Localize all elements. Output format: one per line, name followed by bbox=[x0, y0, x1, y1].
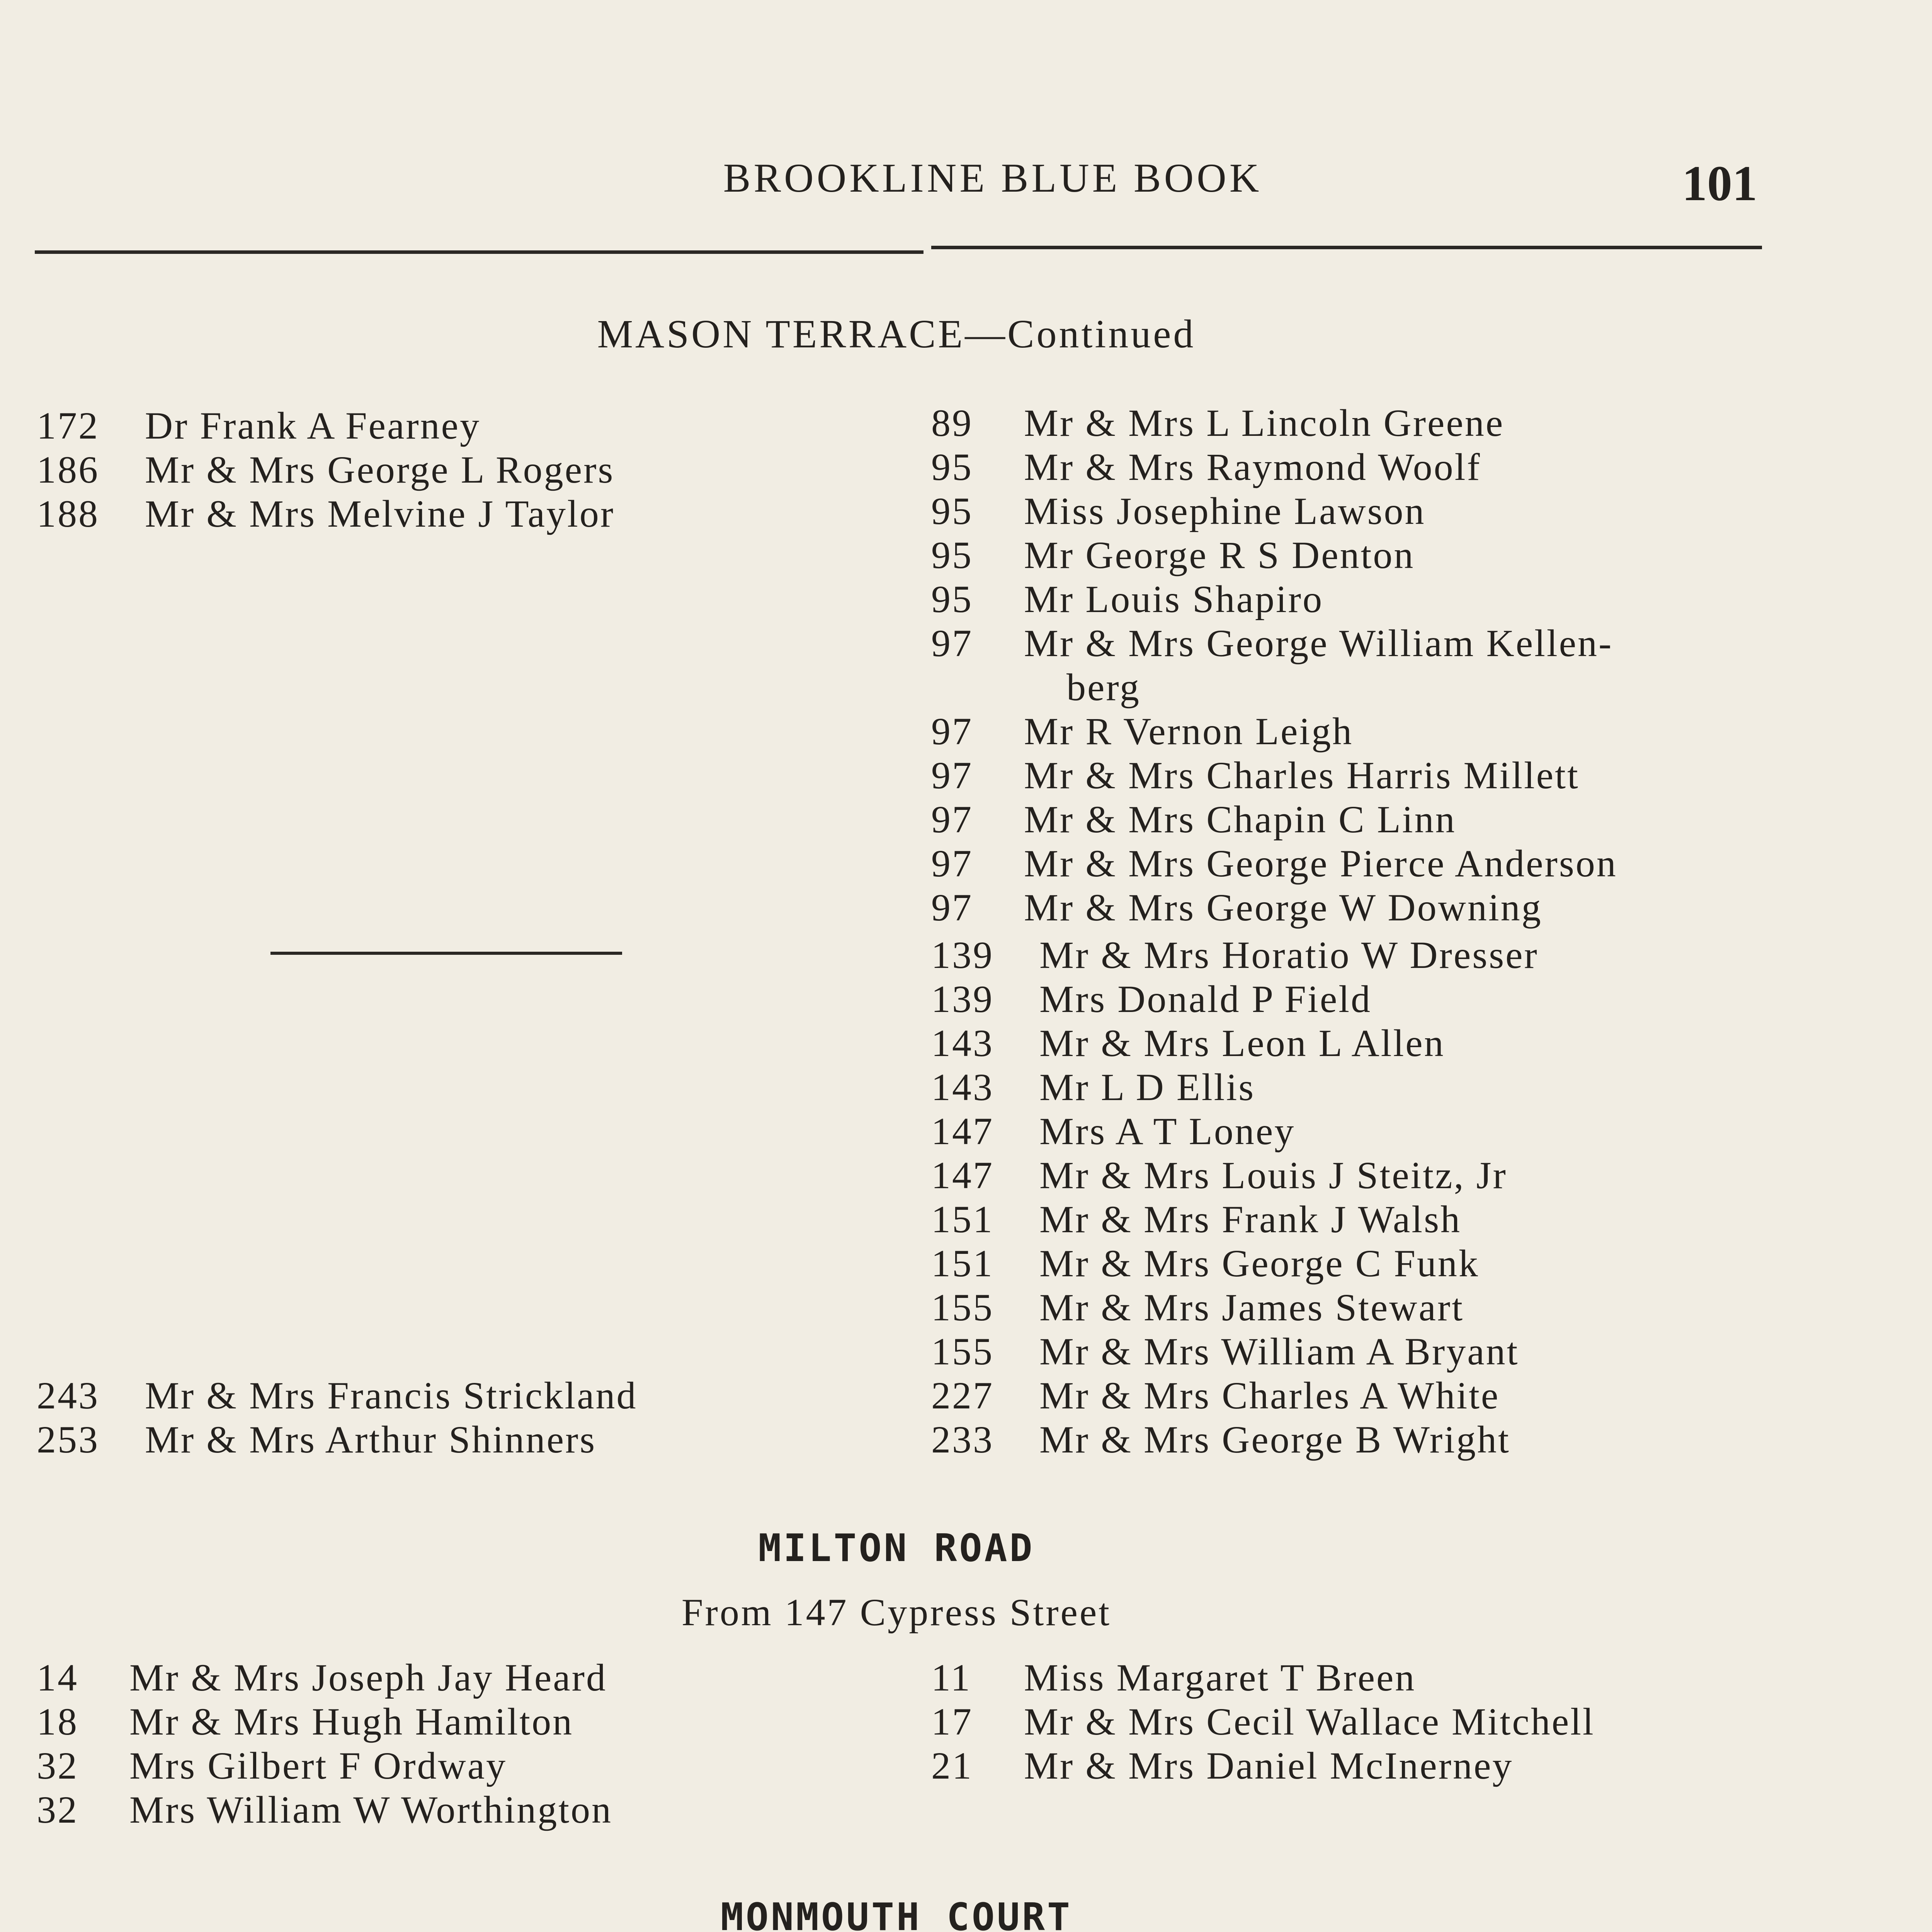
list-item bbox=[931, 842, 1781, 886]
list-item bbox=[931, 933, 1781, 977]
resident-name: Mr & Mrs Frank J Walsh bbox=[1039, 1198, 1462, 1241]
list-item bbox=[931, 753, 1781, 798]
house-number: 186 bbox=[37, 448, 99, 491]
list-item bbox=[37, 1418, 887, 1462]
resident-name: Mr & Mrs George W Downing bbox=[1024, 886, 1543, 929]
resident-name: Mr & Mrs George L Rogers bbox=[145, 448, 615, 491]
resident-name: Mr & Mrs L Lincoln Greene bbox=[1024, 401, 1505, 444]
list-item bbox=[931, 977, 1781, 1021]
section-title-monmouth-court: MONMOUTH COURT bbox=[720, 1895, 1072, 1932]
list-item bbox=[931, 886, 1781, 930]
section-subtitle: From 147 Cypress Street bbox=[681, 1591, 1112, 1634]
house-number: 95 bbox=[931, 490, 973, 532]
house-number: 95 bbox=[931, 578, 973, 621]
header-rule-right bbox=[931, 246, 1762, 249]
list-item bbox=[931, 1418, 1781, 1462]
list-item bbox=[931, 1330, 1781, 1374]
running-head: BROOKLINE BLUE BOOK bbox=[723, 155, 1262, 201]
list-item bbox=[37, 1744, 887, 1788]
resident-name: Mr & Mrs Daniel McInerney bbox=[1024, 1744, 1514, 1787]
resident-name: Mrs William W Worthington bbox=[129, 1788, 612, 1831]
resident-name: Mr L D Ellis bbox=[1039, 1066, 1255, 1109]
house-number: 14 bbox=[37, 1656, 78, 1699]
list-item bbox=[931, 577, 1781, 621]
list-item bbox=[931, 1286, 1781, 1330]
house-number: 155 bbox=[931, 1330, 994, 1373]
resident-name: Mrs Donald P Field bbox=[1039, 978, 1372, 1020]
column-divider-rule bbox=[270, 952, 622, 955]
section-title-milton-road: MILTON ROAD bbox=[758, 1526, 1035, 1570]
list-item bbox=[931, 1109, 1781, 1153]
house-number: 243 bbox=[37, 1374, 99, 1417]
continuation-text: berg bbox=[1066, 666, 1141, 709]
house-number: 151 bbox=[931, 1198, 994, 1241]
house-number: 11 bbox=[931, 1656, 972, 1699]
mason-left-bottom bbox=[37, 1374, 887, 1462]
house-number: 32 bbox=[37, 1788, 78, 1831]
resident-name: Miss Josephine Lawson bbox=[1024, 490, 1426, 532]
mason-right-c bbox=[931, 933, 1781, 1462]
house-number: 172 bbox=[37, 404, 99, 447]
resident-name: Mr & Mrs James Stewart bbox=[1039, 1286, 1464, 1329]
house-number: 155 bbox=[931, 1286, 994, 1329]
list-item bbox=[931, 1656, 1781, 1700]
mason-left-top bbox=[37, 404, 887, 536]
list-item bbox=[37, 1700, 887, 1744]
house-number: 97 bbox=[931, 842, 973, 885]
resident-name: Mr & Mrs Hugh Hamilton bbox=[129, 1700, 574, 1743]
list-item bbox=[37, 492, 887, 536]
house-number: 97 bbox=[931, 710, 973, 753]
list-item bbox=[931, 1065, 1781, 1109]
house-number: 97 bbox=[931, 798, 973, 841]
header-rule-left bbox=[35, 250, 923, 254]
house-number: 151 bbox=[931, 1242, 994, 1285]
section-title-mason-terrace: MASON TERRACE—Continued bbox=[597, 312, 1196, 356]
house-number: 147 bbox=[931, 1110, 994, 1153]
house-number: 89 bbox=[931, 401, 973, 444]
resident-name: Mr & Mrs Cecil Wallace Mitchell bbox=[1024, 1700, 1595, 1743]
resident-name: Mr & Mrs Charles Harris Millett bbox=[1024, 754, 1580, 797]
list-item bbox=[37, 1374, 887, 1418]
house-number: 143 bbox=[931, 1066, 994, 1109]
list-item bbox=[37, 1788, 887, 1832]
resident-name: Mr & Mrs Louis J Steitz, Jr bbox=[1039, 1154, 1507, 1197]
resident-name: Mr & Mrs Joseph Jay Heard bbox=[129, 1656, 607, 1699]
resident-name: Mr & Mrs George C Funk bbox=[1039, 1242, 1480, 1285]
resident-name: Miss Margaret T Breen bbox=[1024, 1656, 1416, 1699]
list-item bbox=[931, 798, 1781, 842]
resident-name: Dr Frank A Fearney bbox=[145, 404, 481, 447]
house-number: 233 bbox=[931, 1418, 994, 1461]
house-number: 143 bbox=[931, 1022, 994, 1065]
house-number: 227 bbox=[931, 1374, 994, 1417]
house-number: 18 bbox=[37, 1700, 78, 1743]
house-number: 95 bbox=[931, 534, 973, 577]
house-number: 17 bbox=[931, 1700, 973, 1743]
list-item bbox=[931, 1153, 1781, 1197]
continuation-line bbox=[931, 665, 1781, 709]
list-item bbox=[931, 445, 1781, 489]
resident-name: Mr & Mrs Melvine J Taylor bbox=[145, 492, 615, 535]
list-item bbox=[931, 1242, 1781, 1286]
house-number: 147 bbox=[931, 1154, 994, 1197]
resident-name: Mr & Mrs Horatio W Dresser bbox=[1039, 934, 1539, 976]
milton-right bbox=[931, 1656, 1781, 1788]
milton-left bbox=[37, 1656, 887, 1832]
list-item bbox=[37, 1656, 887, 1700]
resident-name: Mr & Mrs George William Kellen- bbox=[1024, 622, 1613, 665]
house-number: 97 bbox=[931, 622, 973, 665]
resident-name: Mrs A T Loney bbox=[1039, 1110, 1296, 1153]
house-number: 95 bbox=[931, 446, 973, 488]
resident-name: Mr & Mrs George Pierce Anderson bbox=[1024, 842, 1617, 885]
resident-name: Mr Louis Shapiro bbox=[1024, 578, 1324, 621]
house-number: 139 bbox=[931, 934, 994, 976]
list-item bbox=[931, 533, 1781, 577]
house-number: 21 bbox=[931, 1744, 973, 1787]
house-number: 139 bbox=[931, 978, 994, 1020]
resident-name: Mr & Mrs Charles A White bbox=[1039, 1374, 1500, 1417]
list-item bbox=[931, 401, 1781, 445]
list-item bbox=[37, 404, 887, 448]
list-item bbox=[931, 1374, 1781, 1418]
resident-name: Mr & Mrs Francis Strickland bbox=[145, 1374, 638, 1417]
resident-name: Mr & Mrs Arthur Shinners bbox=[145, 1418, 597, 1461]
list-item bbox=[931, 1744, 1781, 1788]
house-number: 97 bbox=[931, 886, 973, 929]
house-number: 188 bbox=[37, 492, 99, 535]
resident-name: Mr & Mrs Chapin C Linn bbox=[1024, 798, 1456, 841]
resident-name: Mr & Mrs George B Wright bbox=[1039, 1418, 1510, 1461]
list-item bbox=[37, 448, 887, 492]
resident-name: Mr R Vernon Leigh bbox=[1024, 710, 1354, 753]
resident-name: Mr & Mrs William A Bryant bbox=[1039, 1330, 1519, 1373]
mason-right-a bbox=[931, 401, 1781, 930]
resident-name: Mr & Mrs Raymond Woolf bbox=[1024, 446, 1481, 488]
resident-name: Mrs Gilbert F Ordway bbox=[129, 1744, 507, 1787]
list-item bbox=[931, 489, 1781, 533]
list-item bbox=[931, 1700, 1781, 1744]
page-number: 101 bbox=[1682, 156, 1757, 211]
list-item bbox=[931, 1021, 1781, 1065]
list-item bbox=[931, 709, 1781, 753]
list-item bbox=[931, 621, 1781, 665]
resident-name: Mr & Mrs Leon L Allen bbox=[1039, 1022, 1445, 1065]
house-number: 32 bbox=[37, 1744, 78, 1787]
house-number: 253 bbox=[37, 1418, 99, 1461]
list-item bbox=[931, 1197, 1781, 1242]
house-number: 97 bbox=[931, 754, 973, 797]
resident-name: Mr George R S Denton bbox=[1024, 534, 1415, 577]
